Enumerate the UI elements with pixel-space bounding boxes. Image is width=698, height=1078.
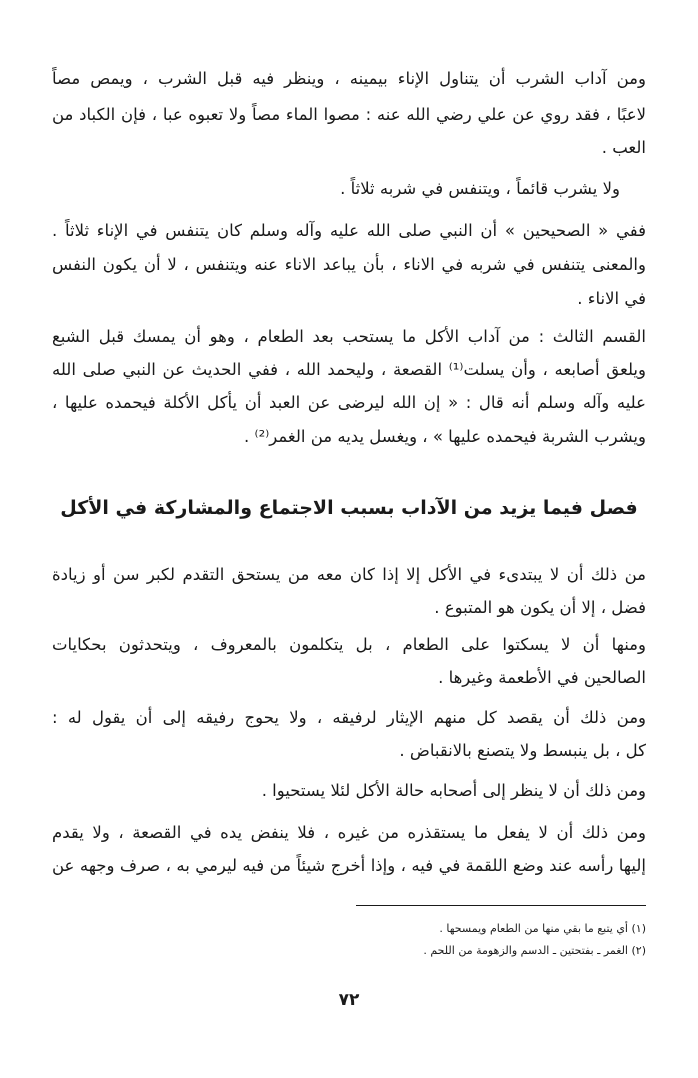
paragraph-3-line-2: والمعنى يتنفس في شربه في الاناء ، بأن يباعد الاناء عنه ويتنفس ، لا أن يكون النفس <box>52 255 646 274</box>
section-paragraph-1-line-2: فضل ، إلا أن يكون هو المتبوع . <box>434 598 646 617</box>
section-paragraph-5-line-1: ومن ذلك أن لا يفعل ما يستقذره من غيره ، فلا ينفض يده في القصعة ، ولا يقدم <box>52 823 646 842</box>
paragraph-2-line-1: ولا يشرب قائماً ، ويتنفس في شربه ثلاثاً . <box>340 179 620 198</box>
paragraph-4-line-4: ويشرب الشربة فيحمده عليها » ، ويغسل يديه من الغمر⁽²⁾ . <box>244 427 646 446</box>
section-paragraph-4-line-1: ومن ذلك أن لا ينظر إلى أصحابه حالة الأكل لئلا يستحيوا . <box>261 781 646 800</box>
paragraph-4-line-1: القسم الثالث : من آداب الأكل ما يستحب بعد الطعام ، وهو أن يمسك قبل الشبع <box>52 327 646 346</box>
section-paragraph-2-line-1: ومنها أن لا يسكتوا على الطعام ، بل يتكلمون بالمعروف ، ويتحدثون بحكايات <box>52 635 646 654</box>
paragraph-1-line-2: لاعبًا ، فقد روي عن علي رضي الله عنه : مصوا الماء مصاً ولا تعبوه عبا ، فإن الكباد من <box>52 105 646 124</box>
footnote-separator <box>356 905 646 906</box>
section-paragraph-3-line-1: ومن ذلك أن يقصد كل منهم الإيثار لرفيقه ، ولا يحوج رفيقه إلى أن يقول له : <box>52 708 646 727</box>
paragraph-4-line-2: ويلعق أصابعه ، وأن يسلت⁽¹⁾ القصعة ، وليحمد الله ، ففي الحديث عن النبي صلى الله <box>52 360 646 379</box>
paragraph-3-line-1: ففي « الصحيحين » أن النبي صلى الله عليه وآله وسلم كان يتنفس في الإناء ثلاثاً . <box>52 221 646 240</box>
paragraph-3-line-3: في الاناء . <box>577 289 646 308</box>
section-paragraph-2-line-2: الصالحين في الأطعمة وغيرها . <box>438 668 646 687</box>
section-paragraph-5-line-2: إليها رأسه عند وضع اللقمة في فيه ، وإذا أخرج شيئاً من فيه ليرمي به ، صرف وجهه عن <box>52 856 646 875</box>
paragraph-4-line-3: عليه وآله وسلم أنه قال : « إن الله ليرضى عن العبد أن يأكل الأكلة فيحمده عليها ، <box>52 393 646 412</box>
section-heading: فصل فيما يزيد من الآداب بسبب الاجتماع والمشاركة في الأكل <box>60 497 638 519</box>
footnote-2: (٢) الغمر ـ بفتحتين ـ الدسم والزهومة من اللحم . <box>423 944 646 957</box>
paragraph-1-line-3: العب . <box>601 138 646 157</box>
page-number: ٧٢ <box>338 990 360 1010</box>
section-paragraph-1-line-1: من ذلك أن لا يبتدىء في الأكل إلا إذا كان معه من يستحق التقدم لكبر سن أو زيادة <box>52 565 646 584</box>
footnote-1: (١) أي يتبع ما بقي منها من الطعام ويمسحها . <box>439 922 646 935</box>
section-paragraph-3-line-2: كل ، بل ينبسط ولا يتصنع بالانقباض . <box>399 741 646 760</box>
paragraph-1-line-1: ومن آداب الشرب أن يتناول الإناء بيمينه ، وينظر فيه قبل الشرب ، ويمص مصاً <box>52 69 646 88</box>
